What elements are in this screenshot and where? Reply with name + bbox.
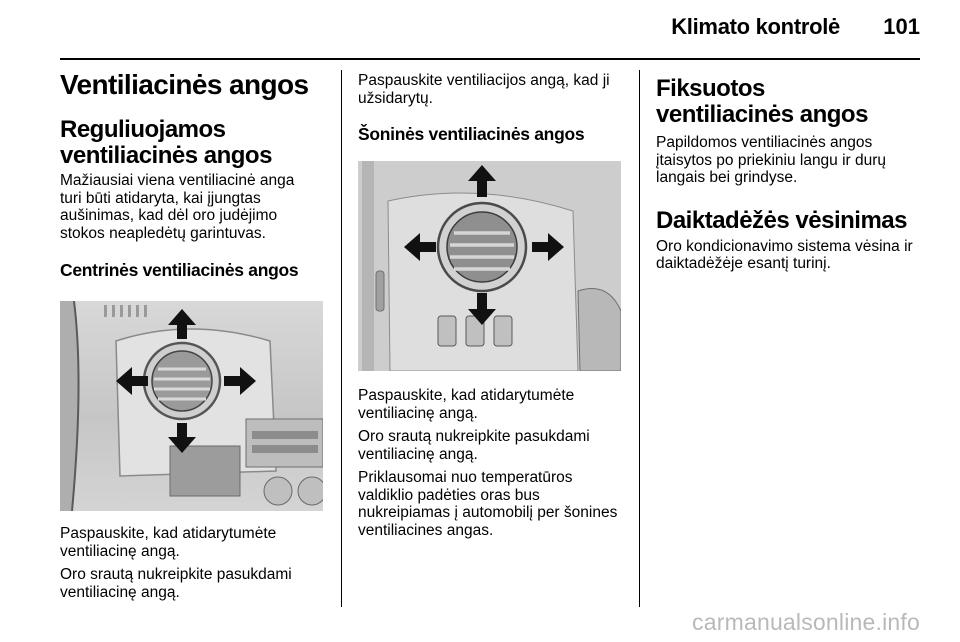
page-number: 101 [883, 14, 920, 39]
intro-close-vent: Paspauskite ventiliacijos angą, kad ji užsidarytų. [358, 72, 610, 107]
text-glovebox-cooling: Oro kondicionavimo sistema vėsina ir daiktadėžėje esantį turinį. [656, 237, 913, 272]
running-header-title: Klimato kontrolė [671, 14, 840, 39]
header-rule [60, 58, 920, 60]
column-1 [60, 68, 326, 601]
text-fixed-vents: Papildomos ventiliacinės angos įtaisytos po priekiniu langu ir durų langais bei grindyse. [656, 134, 887, 186]
heading-fixed-vents: Fiksuotos ventiliacinės angos [656, 75, 868, 128]
column-3 [656, 68, 926, 273]
caption-open-vent: Paspauskite, kad atidarytumėte ventiliacinę angą. [60, 525, 277, 560]
caption-temperature-control: Priklausomai nuo temperatūros valdiklio padėties oras bus nukreipiamas į automobilį per šonines ventiliacines angas. [358, 469, 618, 539]
side-vent-illustration [358, 161, 621, 371]
caption-open-side-vent: Paspauskite, kad atidarytumėte ventiliacinę angą. [358, 387, 575, 422]
heading-glovebox-cooling: Daiktadėžės vėsinimas [656, 206, 907, 234]
caption-direct-side-airflow: Oro srautą nukreipkite pasukdami ventiliacinę angą. [358, 428, 590, 463]
watermark: carmanualsonline.info [692, 609, 920, 635]
subheading-adjustable-vents: Reguliuojamos ventiliacinės angos [60, 116, 272, 169]
section-title-center-vents: Centrinės ventiliacinės angos [60, 260, 299, 280]
caption-direct-airflow: Oro srautą nukreipkite pasukdami ventiliacinę angą. [60, 566, 292, 601]
section-heading-vents: Ventiliacinės angos [60, 69, 309, 100]
column-divider-1 [341, 70, 342, 607]
center-vent-illustration [60, 301, 323, 511]
column-divider-2 [639, 70, 640, 607]
intro-paragraph: Mažiausiai viena ventiliacinė anga turi būti atidaryta, kai įjungtas aušinimas, kad dėl oro judėjimo stokos neapledėtų garintuvas. [60, 172, 295, 242]
section-title-side-vents: Šoninės ventiliacinės angos [358, 124, 585, 144]
column-2 [358, 72, 624, 539]
